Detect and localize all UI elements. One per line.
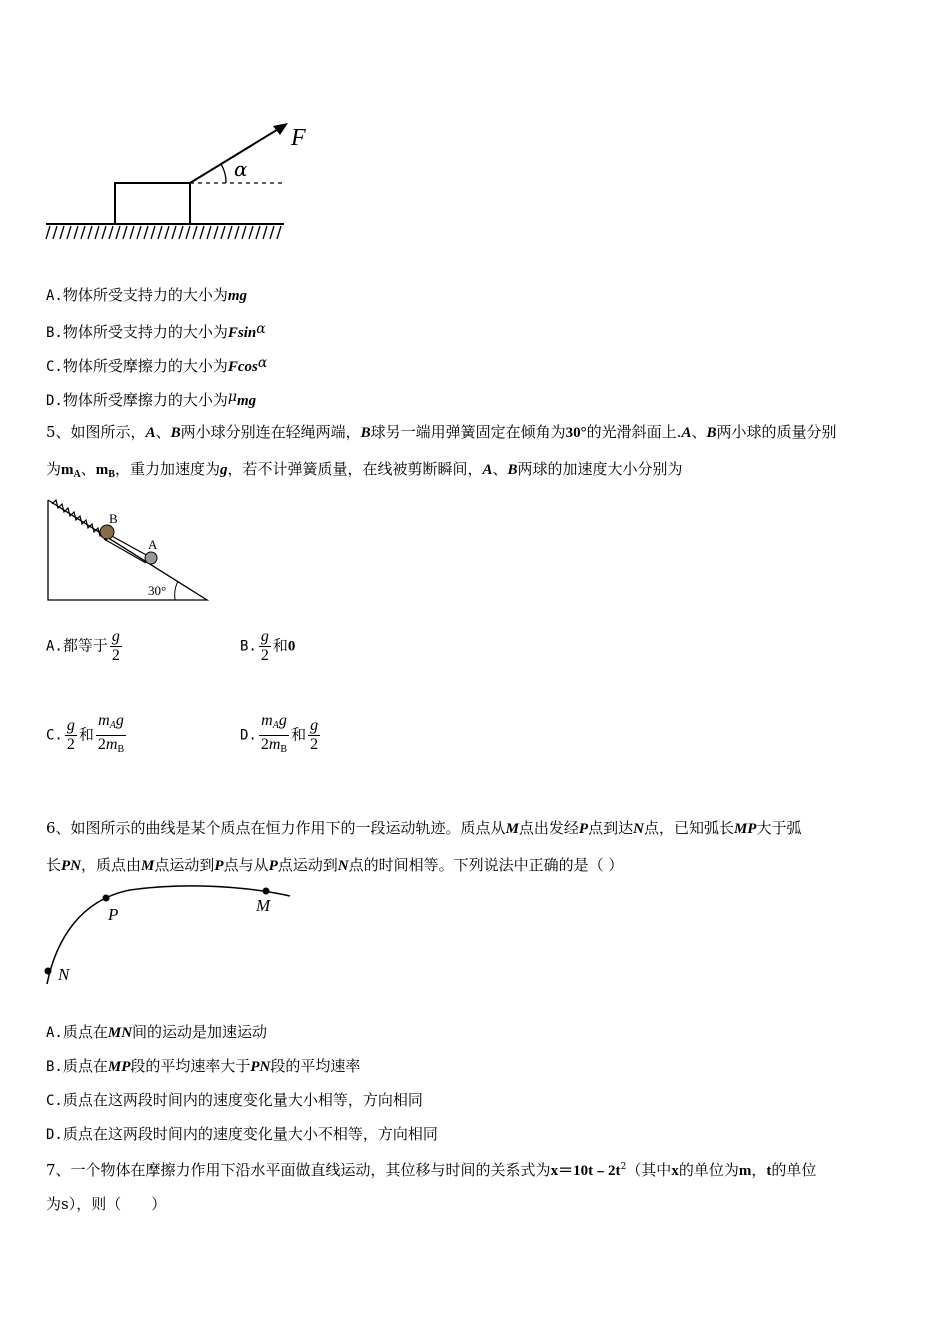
point-m	[263, 888, 270, 895]
q7-stem-line2: 为s），则（ ）	[46, 1195, 167, 1213]
q5-option-b: B. $\frac{g}{2}$ 和0	[240, 628, 296, 664]
block	[115, 183, 190, 224]
fraction-g-over-2: $\frac{g}{2}$	[310, 717, 319, 753]
q6-option-b: B.质点在MP段的平均速率大于PN段的平均速率	[46, 1057, 361, 1075]
q5-option-c: C. $\frac{g}{2}$ 和 $\frac{m_Ag}{2m_B}$	[46, 712, 128, 759]
point-p	[103, 895, 110, 902]
fraction-g-over-2: $\frac{g}{2}$	[111, 628, 120, 664]
block-force-figure	[44, 118, 324, 243]
q4-option-a: A.物体所受支持力的大小为mg	[46, 286, 248, 304]
q7-stem-line1: 7、一个物体在摩擦力作用下沿水平面做直线运动，其位移与时间的关系式为$x=10t﹣2t^2$（其中x的单位为m，t的单位	[46, 1161, 817, 1179]
angle-label: α	[234, 157, 248, 181]
label-m: M	[256, 896, 271, 915]
q5-stem-line1: 5、如图所示，A、B两小球分别连在轻绳两端，B球另一端用弹簧固定在倾角为30°的光滑斜面上.A、B两小球的质量分别	[46, 423, 837, 441]
ball-a-label: A	[148, 537, 158, 552]
q6-option-d: D.质点在这两段时间内的速度变化量大小不相等，方向相同	[46, 1125, 438, 1143]
incline-angle-arc	[175, 581, 178, 600]
q4-option-c: C.物体所受摩擦力的大小为Fcosα	[46, 355, 268, 375]
q5-option-d: D. $\frac{m_Ag}{2m_B}$ 和 $\frac{g}{2}$	[240, 712, 322, 759]
fraction-mAg-over-2mB: $\frac{m_Ag}{2m_B}$	[97, 712, 125, 755]
q6-option-a: A.质点在MN间的运动是加速运动	[46, 1023, 268, 1041]
ball-a	[145, 552, 157, 564]
incline-triangle	[48, 500, 207, 600]
force-label: F	[291, 125, 306, 151]
trajectory-curve	[47, 886, 290, 984]
q6-option-c: C.质点在这两段时间内的速度变化量大小相等，方向相同	[46, 1091, 423, 1109]
angle-arc	[221, 164, 226, 183]
force-arrowhead	[273, 123, 288, 135]
trajectory-figure	[40, 880, 300, 990]
fraction-g-over-2: $\frac{g}{2}$	[66, 717, 75, 753]
q4-option-d: D.物体所受摩擦力的大小为μmg	[46, 389, 257, 409]
point-n	[45, 968, 52, 975]
q5-stem-line2: 为$m_A$、$m_B$，重力加速度为g，若不计弹簧质量，在线被剪断瞬间，A、B两球的加速度大小分别为	[46, 460, 683, 480]
q6-stem-line1: 6、如图所示的曲线是某个质点在恒力作用下的一段运动轨迹。质点从M点出发经P点到达N点，已知弧长MP大于弧	[46, 819, 802, 837]
label-p: P	[108, 905, 119, 924]
q4-option-b: B.物体所受支持力的大小为Fsinα	[46, 321, 266, 341]
incline-figure	[44, 492, 214, 604]
ball-b-label: B	[109, 511, 118, 526]
ball-b	[100, 525, 114, 539]
q6-stem-line2: 长PN，质点由M点运动到P点与从P点运动到N点的时间相等。下列说法中正确的是（ ）	[46, 856, 624, 874]
fraction-g-over-2: $\frac{g}{2}$	[260, 628, 269, 664]
label-n: N	[58, 965, 70, 984]
fraction-mAg-over-2mB: $\frac{m_Ag}{2m_B}$	[260, 712, 288, 755]
ground-hatch	[46, 226, 281, 239]
incline-angle-label: 30°	[148, 583, 167, 598]
q5-option-a: A.都等于 $\frac{g}{2}$	[46, 628, 120, 664]
